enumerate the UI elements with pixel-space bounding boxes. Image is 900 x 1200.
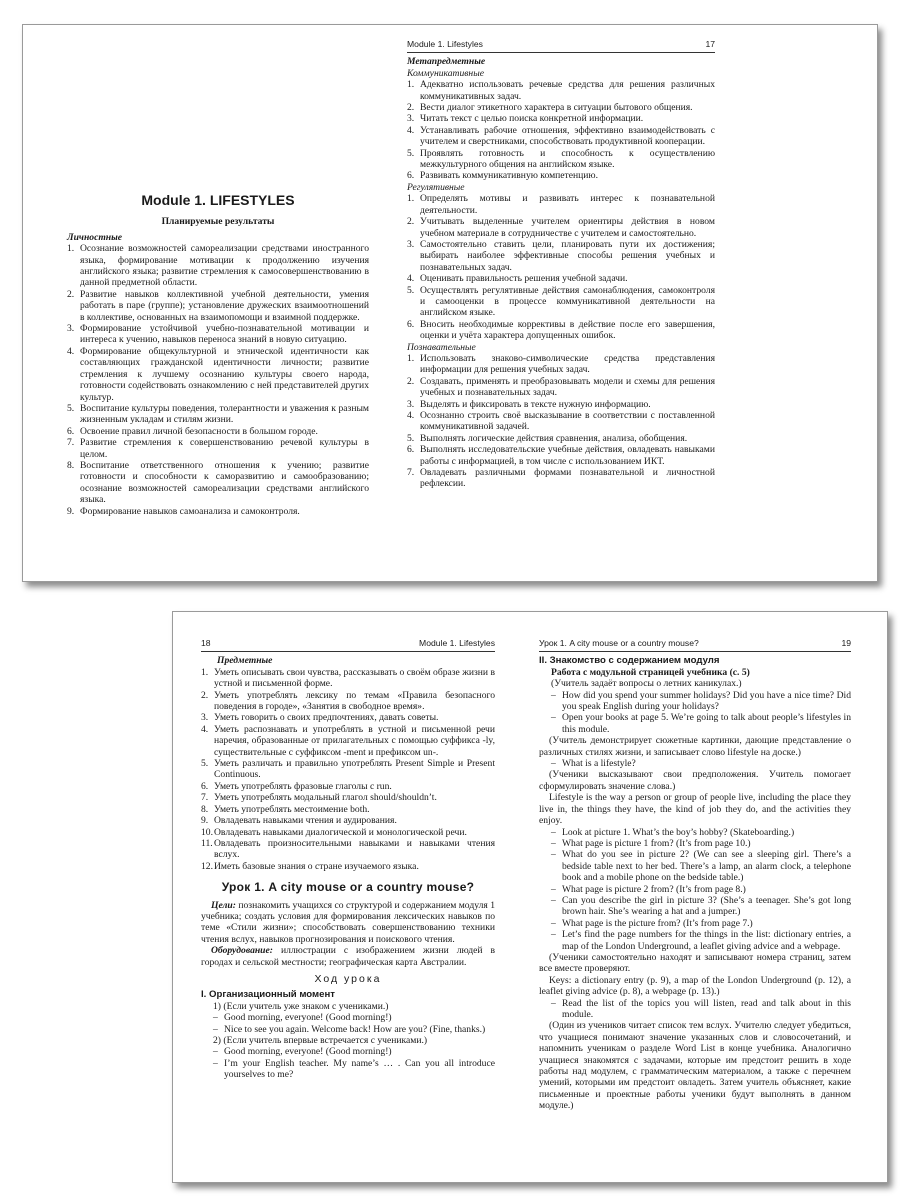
item-number: 3.: [407, 113, 415, 125]
line-text: Good morning, everyone! (Good morning!): [224, 1012, 392, 1024]
item-number: 1.: [407, 352, 415, 364]
item-number: 7.: [67, 437, 75, 449]
dash-mark: –: [551, 997, 556, 1009]
reg-label: Регулятивные: [407, 181, 465, 193]
header-title: Урок 1. A city mouse or a country mouse?: [539, 638, 699, 648]
header-title: Module 1. Lifestyles: [419, 638, 495, 648]
item-text: Уметь употреблять модальный глагол should/shouldn’t.: [214, 792, 437, 804]
list-item: [201, 827, 495, 838]
item-number: 3.: [67, 323, 75, 335]
running-header: [201, 638, 495, 652]
item-number: 2.: [201, 689, 209, 701]
dialogue-line: [539, 849, 851, 883]
item-number: 5.: [407, 432, 415, 444]
item-text: Проявлять готовность и способность к осуществлению межкультурного общения на английском языке.: [420, 147, 715, 171]
page-18: [201, 638, 495, 1081]
item-text: Читать текст с целью поиска конкретной информации.: [420, 113, 644, 125]
list-item: [201, 838, 495, 861]
list-item: [201, 815, 495, 826]
item-text: Осознанно строить своё высказывание в соответствии с поставленной коммуникативной задачей.: [420, 410, 715, 433]
item-number: 12.: [201, 860, 213, 872]
paragraph: (Один из учеников читает список тем вслух. Учителю следует убедиться, что учащиеся понимают значение указанных слов и словосочетаний, и напомнить ученикам о разделе Word List в конце учебника. Аналогично учащиеся знакомятся с задачами, которые им предстоит решить в ходе работы над модулем, с грамматическим материалом, а также с перечнем умений, которыми им предстоит овладеть. Затем учитель объясняет, какие письменные и проектные работы ученики будут выполнять в данном модуле.): [539, 1020, 851, 1112]
page-number: 17: [705, 39, 715, 49]
meta-label: Метапредметные: [407, 56, 486, 68]
dialogue-line: [539, 884, 851, 895]
dash-mark: –: [551, 758, 556, 770]
line-text: Look at picture 1. What’s the boy’s hobby? (Skateboarding.): [562, 826, 795, 838]
item-number: 6.: [407, 318, 415, 330]
comm-label: Коммуникативные: [407, 67, 484, 79]
section-org-title: I. Организационный момент: [201, 989, 335, 1001]
item-text: Уметь употреблять местоимение both.: [214, 803, 370, 815]
line-text: Nice to see you again. Welcome back! How are you? (Fine, thanks.): [224, 1023, 486, 1035]
item-number: 9.: [67, 505, 75, 517]
subject-results-list: [201, 667, 495, 872]
dash-mark: –: [213, 1012, 218, 1024]
list-item: [201, 667, 495, 690]
item-text: Оценивать правильность решения учебной задачи.: [420, 273, 628, 285]
item-text: Воспитание ответственного отношения к учению; развитие готовности и способности к саморазвитию и самообразованию; осознание возможностей самореализации средствами английского языка.: [80, 459, 369, 506]
personal-label: Личностные: [67, 231, 123, 243]
line-text: What page is the picture from? (It’s from page 7.): [562, 917, 753, 929]
section-intro-title: II. Знакомство с содержанием модуля: [539, 655, 720, 667]
personal-results-list: [67, 243, 369, 517]
running-header: [539, 638, 851, 652]
dash-mark: –: [551, 712, 556, 724]
list-item: [67, 437, 369, 460]
equipment-text: иллюстрации с изображением жизни людей в городах и сельской местности; географическая карта Австралии.: [201, 945, 495, 968]
line-text: I’m your English teacher. My name’s … . Can you all introduce yourselves to me?: [224, 1057, 495, 1081]
dash-mark: –: [213, 1046, 218, 1058]
item-text: Вносить необходимые коррективы в действие после его завершения, оценки и учёта характера допущенных ошибок.: [420, 318, 715, 342]
item-text: Уметь распознавать и употреблять в устной и письменной речи наречия, образованные от прилагательных с помощью суффикса -ly, существительные с суффиксом -ment и префиксом un-.: [214, 723, 495, 758]
dialogue-line: [539, 998, 851, 1021]
dash-mark: –: [551, 894, 556, 906]
item-number: 6.: [201, 780, 209, 792]
dash-mark: –: [551, 849, 556, 861]
list-item: [67, 243, 369, 289]
list-item: [407, 444, 715, 467]
paragraph: (Ученики высказывают свои предположения. Учитель помогает сформулировать значение слова.): [539, 769, 851, 792]
item-number: 3.: [201, 712, 209, 724]
list-item: [407, 125, 715, 148]
dash-mark: –: [213, 1057, 218, 1069]
dash-mark: –: [213, 1023, 218, 1035]
item-text: Использовать знаково-символические средства представления информации для решения учебных задач.: [420, 352, 715, 376]
item-number: 2.: [67, 288, 75, 300]
item-text: Устанавливать рабочие отношения, эффективно взаимодействовать с учителем и сверстниками, способствовать продуктивной кооперации.: [420, 124, 715, 148]
list-item: [201, 792, 495, 803]
item-number: 5.: [201, 758, 209, 770]
paragraph: Lifestyle is the way a person or group of people live, including the place they live in, the things they have, the kind of job they do, and the activities they enjoy.: [539, 792, 851, 827]
module-title: Module 1. LIFESTYLES: [141, 192, 295, 208]
list-item: [407, 467, 715, 490]
list-item: [67, 346, 369, 403]
page-number: 19: [841, 638, 851, 648]
item-number: 5.: [67, 402, 75, 414]
item-number: 4.: [201, 723, 209, 735]
dialogue-line: [201, 1024, 495, 1035]
item-text: Уметь употреблять лексику по темам «Правила безопасного поведения в городе», «Занятия в свободное время».: [214, 689, 495, 713]
page-19: [539, 638, 851, 1112]
list-item: [201, 861, 495, 872]
page-number: 18: [201, 638, 211, 648]
list-item: [407, 79, 715, 102]
line-text: Let’s find the page numbers for the things in the list: dictionary entries, a map of the London Underground, a leaflet giving advice and a webpage.: [562, 929, 851, 952]
goals-paragraph: [201, 900, 495, 946]
dialogue-line: [539, 827, 851, 838]
p19-body: [539, 678, 851, 1111]
item-text: Выделять и фиксировать в тексте нужную информацию.: [420, 398, 651, 410]
item-text: Выполнять логические действия сравнения, анализа, обобщения.: [420, 432, 688, 444]
item-text: Воспитание культуры поведения, толерантности и уважения к разным жизненным укладам и стилям жизни.: [80, 402, 369, 426]
item-number: 2.: [407, 375, 415, 387]
item-text: Формирование устойчивой учебно-познавательной мотивации и интереса к учению, навыков переноса знаний в новую ситуацию.: [80, 323, 369, 346]
list-item: [407, 285, 715, 319]
dialogue-line: [201, 1058, 495, 1081]
line-text: Read the list of the topics you will listen, read and talk about in this module.: [562, 997, 851, 1020]
item-number: 2.: [407, 102, 415, 114]
list-item: [407, 216, 715, 239]
dash-mark: –: [551, 917, 556, 929]
item-text: Овладевать произносительными навыками и навыками чтения вслух.: [214, 837, 495, 861]
item-number: 10.: [201, 826, 213, 838]
dialogue-line: [539, 712, 851, 735]
line-text: How did you spend your summer holidays? Did you have a nice time? Did you speak English during your holidays?: [562, 689, 851, 713]
item-number: 4.: [407, 124, 415, 136]
item-text: Формирование навыков самоанализа и самоконтроля.: [80, 505, 300, 517]
item-text: Создавать, применять и преобразовывать модели и схемы для решения учебных и познавательных задач.: [420, 375, 715, 399]
page-17: [407, 39, 715, 490]
lesson-course-title: Ход урока: [314, 972, 382, 985]
cog-list: [407, 353, 715, 490]
list-item: [201, 781, 495, 792]
list-item: [407, 170, 715, 181]
subject-label: Предметные: [217, 655, 273, 667]
item-text: Развивать коммуникативную компетенцию.: [420, 170, 598, 182]
dialogue-line: [539, 838, 851, 849]
item-number: 4.: [67, 345, 75, 357]
item-number: 8.: [201, 803, 209, 815]
item-number: 1.: [67, 243, 75, 255]
item-text: Учитывать выделенные учителем ориентиры действия в новом учебном материале в сотрудничестве с учителем и самостоятельно.: [420, 216, 715, 239]
line-text: Can you describe the girl in picture 3? (She’s a teenager. She’s got long brown hair. She’s wearing a hat and a jumper.): [562, 894, 851, 918]
reg-list: [407, 193, 715, 341]
module-page-subtitle: Работа с модульной страницей учебника (с. 5): [551, 666, 750, 678]
dash-mark: –: [551, 929, 556, 941]
item-number: 4.: [407, 410, 415, 421]
teacher-note: (Учитель задаёт вопросы о летних каникулах.): [551, 678, 742, 690]
list-item: [67, 460, 369, 506]
item-text: Вести диалог этикетного характера в ситуации бытового общения.: [420, 102, 693, 114]
book-spread-top: [22, 24, 878, 582]
equipment-label: Оборудование:: [211, 945, 273, 957]
paragraph: (Ученики самостоятельно находят и записывают номера страниц, затем все вместе проверяют.: [539, 951, 851, 975]
item-text: Самостоятельно ставить цели, планировать пути их достижения; выбирать наиболее эффективные способы решения учебных и познавательных задач.: [420, 238, 715, 273]
item-text: Овладевать различными формами познавательной и личностной рефлексии.: [420, 467, 715, 490]
running-header: [407, 39, 715, 53]
item-number: 7.: [201, 792, 209, 804]
item-text: Иметь базовые знания о стране изучаемого языка.: [214, 860, 419, 872]
dialogue-line: [539, 929, 851, 952]
list-item: [407, 102, 715, 113]
header-title: Module 1. Lifestyles: [407, 39, 483, 49]
item-number: 1.: [407, 79, 415, 91]
planned-results-title: Планируемые результаты: [161, 216, 275, 228]
dialogue-line: [539, 690, 851, 713]
item-text: Уметь различать и правильно употреблять Present Simple и Present Continuous.: [214, 758, 495, 781]
item-text: Развитие стремления к совершенствованию речевой культуры в целом.: [80, 437, 369, 460]
page-16: [67, 192, 369, 517]
list-item: [201, 724, 495, 758]
list-item: [407, 410, 715, 433]
list-item: [67, 289, 369, 323]
list-item: [407, 433, 715, 444]
teacher-note: 2) (Если учитель впервые встречается с учениками.): [213, 1035, 428, 1046]
item-text: Овладевать навыками чтения и аудирования.: [214, 815, 397, 827]
item-text: Овладевать навыками диалогической и монологической речи.: [214, 826, 467, 838]
item-number: 7.: [407, 467, 415, 479]
goals-label: Цели:: [211, 899, 236, 911]
line-text: Open your books at page 5. We’re going to talk about people’s lifestyles in this module.: [562, 712, 851, 735]
cog-label: Познавательные: [407, 341, 476, 353]
list-item: [201, 758, 495, 781]
item-number: 6.: [67, 425, 75, 437]
item-number: 4.: [407, 273, 415, 285]
item-text: Формирование общекультурной и этнической идентичности как составляющих гражданской идентичности личности; развитие стремления к лучшему осознанию культуры своего народа, готовности содействовать ознакомлению с ней представителей других культур.: [80, 345, 369, 403]
item-text: Определять мотивы и развивать интерес к познавательной деятельности.: [420, 193, 715, 216]
item-number: 3.: [407, 238, 415, 250]
item-text: Уметь употреблять фразовые глаголы с run.: [214, 780, 392, 792]
dialogue-line: [201, 1046, 495, 1057]
dialogue-line: [539, 758, 851, 769]
list-item: [67, 403, 369, 426]
paragraph: Keys: a dictionary entry (p. 9), a map of the London Underground (p. 12), a leaflet giving advice (p. 8), a webpage (p. 13).): [539, 974, 851, 998]
item-number: 5.: [407, 147, 415, 159]
item-text: Выполнять исследовательские учебные действия, овладевать навыками работы с информацией, в том числе с использованием ИКТ.: [420, 444, 715, 467]
item-text: Осуществлять регулятивные действия самонаблюдения, самоконтроля и самооценки в процессе коммуникативной деятельности на английском языке.: [420, 284, 715, 319]
book-spread-bottom: [172, 611, 888, 1183]
list-item: [407, 148, 715, 171]
dialogue-line: [539, 918, 851, 929]
item-text: Уметь говорить о своих предпочтениях, давать советы.: [214, 712, 439, 724]
list-item: [407, 113, 715, 124]
dash-mark: –: [551, 826, 556, 838]
org-dialogue: [201, 1001, 495, 1081]
dialogue-line: [201, 1012, 495, 1023]
item-number: 2.: [407, 216, 415, 228]
item-number: 3.: [407, 398, 415, 410]
dialogue-line: [539, 895, 851, 918]
item-number: 1.: [201, 666, 209, 678]
list-item: [407, 399, 715, 410]
list-item: [407, 193, 715, 216]
line-text: What page is picture 1 from? (It’s from page 10.): [562, 837, 751, 849]
item-number: 1.: [407, 193, 415, 205]
comm-list: [407, 79, 715, 182]
dash-mark: –: [551, 837, 556, 849]
teacher-note: 1) (Если учитель уже знаком с учениками.): [213, 1000, 389, 1012]
lesson-title: Урок 1. A city mouse or a country mouse?: [221, 880, 475, 895]
list-item: [407, 239, 715, 273]
item-number: 5.: [407, 284, 415, 296]
list-item: [407, 376, 715, 399]
list-item: [201, 690, 495, 713]
list-item: [201, 804, 495, 815]
item-text: Адекватно использовать речевые средства для решения различных коммуникативных задач.: [420, 79, 715, 102]
item-text: Уметь описывать свои чувства, рассказывать о своём образе жизни в устной и письменной форме.: [214, 666, 495, 690]
list-item: [67, 426, 369, 437]
dash-mark: –: [551, 689, 556, 701]
item-number: 9.: [201, 815, 209, 827]
item-number: 6.: [407, 444, 415, 456]
line-text: What do you see in picture 2? (We can see a sleeping girl. There’s a bedside table next to her bed. There’s a lamp, an alarm clock, a telephone book and a mobile phone on the bedside table.): [562, 849, 851, 884]
item-number: 6.: [407, 170, 415, 182]
item-text: Освоение правил личной безопасности в большом городе.: [80, 425, 318, 437]
line-text: What page is picture 2 from? (It’s from page 8.): [562, 883, 746, 895]
list-item: [201, 712, 495, 723]
item-text: Осознание возможностей самореализации средствами иностранного языка, формирование мотивации к продолжению изучения английского языка; развитие стремления к самосовершенствованию в данной предметной области.: [80, 243, 369, 289]
line-text: What is a lifestyle?: [562, 758, 636, 770]
item-text: Развитие навыков коллективной учебной деятельности, умения работать в паре (группе); установление дружеских взаимоотношений в коллективе, основанных на взаимопомощи и взаимной поддержке.: [80, 288, 369, 323]
paragraph: (Учитель демонстрирует сюжетные картинки, дающие представление о различных стилях жизни, и записывает слово lifestyle на доске.): [539, 735, 851, 758]
list-item: [407, 273, 715, 284]
goals-text: познакомить учащихся со структурой и содержанием модуля 1 учебника; создать условия для формирования лексических навыков по теме «Стили жизни»; способствовать совершенствованию техники чтения вслух, навыков прогнозирования и поискового чтения.: [201, 899, 496, 945]
dash-mark: –: [551, 883, 556, 895]
item-number: 11.: [201, 837, 213, 849]
item-number: 8.: [67, 459, 75, 471]
equipment-paragraph: [201, 945, 495, 968]
list-item: [67, 323, 369, 346]
list-item: [407, 353, 715, 376]
list-item: [67, 506, 369, 517]
line-text: Good morning, everyone! (Good morning!): [224, 1046, 392, 1058]
list-item: [407, 319, 715, 342]
